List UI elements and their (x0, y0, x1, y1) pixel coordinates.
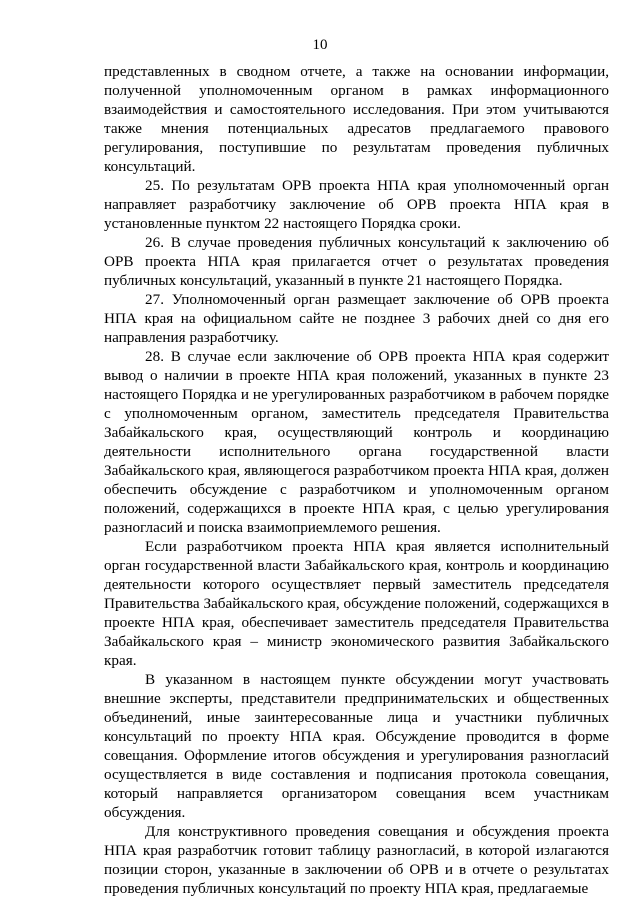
paragraph-item-28: 28. В случае если заключение об ОРВ проекта НПА края содержит вывод о наличии в проекте НПА края положений, указанных в пункте 23 настоящего Порядка и не урегулированных разработчиком в рабочем порядке с уполномоченным органом, заместитель председателя Правительства Забайкальского края, осуществляющий контроль и координацию деятельности исполнительного органа государственной власти Забайкальского края, являющегося разработчиком проекта НПА края, должен обеспечить обсуждение с разработчиком и уполномоченным органом положений, содержащихся в проекте НПА края, с целью урегулирования разногласий и поиска взаимоприемлемого решения. (104, 348, 609, 536)
paragraph-item-25: 25. По результатам ОРВ проекта НПА края уполномоченный орган направляет разработчику заключение об ОРВ проекта НПА края в установленные пунктом 22 настоящего Порядка сроки. (104, 177, 609, 232)
paragraph-item-28-table: Для конструктивного проведения совещания и обсуждения проекта НПА края разработчик готовит таблицу разногласий, в которой излагаются позиции сторон, указанные в заключении об ОРВ и в отчете о результатах проведения публичных консультаций по проекту НПА края, предлагаемые (104, 823, 609, 897)
paragraph-item-27: 27. Уполномоченный орган размещает заключение об ОРВ проекта НПА края на официальном сайте не позднее 3 рабочих дней со дня его направления разработчику. (104, 291, 609, 346)
document-body (104, 62, 609, 898)
paragraph-item-28-developer: Если разработчиком проекта НПА края является исполнительный орган государственной власти Забайкальского края, контроль и координацию деятельности которого осуществляет первый заместитель председателя Правительства Забайкальского края, обсуждение положений, содержащихся в проекте НПА края, обеспечивает заместитель председателя Правительства Забайкальского края – министр экономического развития Забайкальского края. (104, 538, 609, 669)
paragraph-item-28-participants: В указанном в настоящем пункте обсуждении могут участвовать внешние эксперты, представители предпринимательских и общественных объединений, иные заинтересованные лица и участники публичных консультаций по проекту НПА края. Обсуждение проводится в форме совещания. Оформление итогов обсуждения и урегулирования разногласий осуществляется в виде составления и подписания протокола совещания, который направляется организатором совещания всем участникам обсуждения. (104, 671, 609, 821)
paragraph-item-26: 26. В случае проведения публичных консультаций к заключению об ОРВ проекта НПА края прилагается отчет о результатах проведения публичных консультаций, указанный в пункте 21 настоящего Порядка. (104, 234, 609, 289)
paragraph-continuation: представленных в сводном отчете, а также на основании информации, полученной уполномоченным органом в рамках информационного взаимодействия и самостоятельного исследования. При этом учитываются также мнения потенциальных адресатов предлагаемого правового регулирования, поступившие по результатам проведения публичных консультаций. (104, 63, 609, 175)
page-number: 10 (312, 37, 328, 53)
